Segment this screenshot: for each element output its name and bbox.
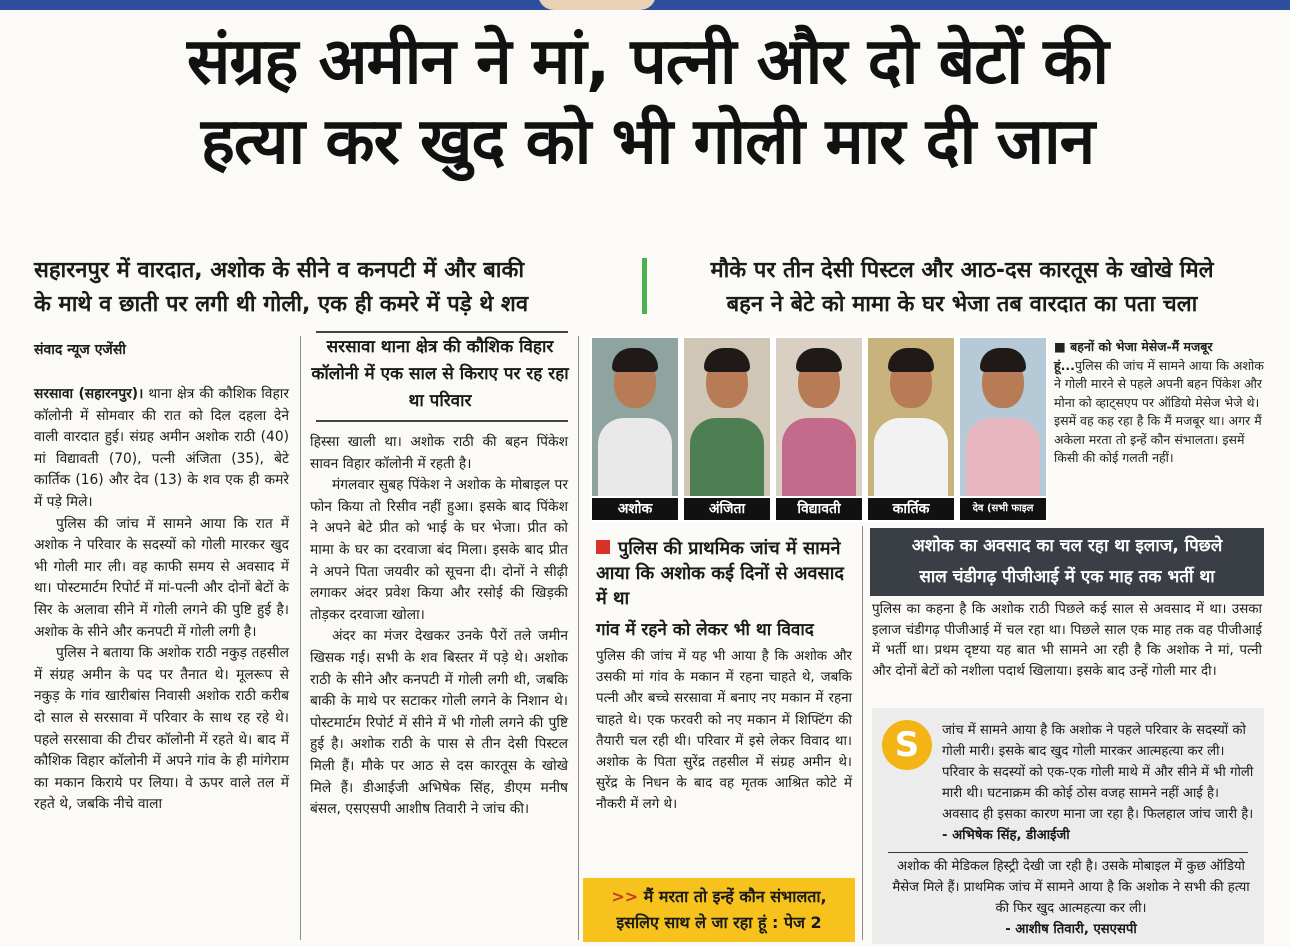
- dark-heading-line-2: साल चंडीगढ़ पीजीआई में एक माह तक भर्ती था: [919, 567, 1215, 587]
- photo-body: [598, 418, 672, 496]
- paragraph: [34, 384, 289, 514]
- photo-caption: कार्तिक: [868, 498, 954, 520]
- dig-quote-body: जांच में सामने आया है कि अशोक ने पहले परिवार के सदस्यों को गोली मारी। इसके बाद खुद गोली मारकर आत्महत्या कर ली। परिवार के सदस्यों को एक-एक गोली माथे में और सीने में भी गोली मारी थी। घटनाक्रम की कोई ठोस वजह सामने नहीं आई है। अवसाद ही इसका कारण माना जा रहा है। फिलहाल जांच जारी है।: [942, 723, 1254, 822]
- article-column-4: [872, 600, 1262, 682]
- victim-photos: [590, 336, 1048, 522]
- photo-caption: अंजिता: [684, 498, 770, 520]
- deck-divider: [642, 258, 647, 314]
- paragraph: पुलिस की जांच में यह भी आया है कि अशोक और उसकी मां गांव के मकान में रहना चाहते थे, जबकि पत्नी और बच्चे सरसावा में बनाए नए मकान में रहना चाहते थे। एक फरवरी को नए मकान में शिफ्टिंग की तैयारी चल रही थी। परिवार में इसे लेकर विवाद था। अशोक के पिता सुरेंद्र तहसील में संग्रह अमीन थे। सुरेंद्र के निधन के बाद वह मृतक आश्रित कोटे में नौकरी में लगे थे।: [596, 649, 852, 813]
- hair: [980, 348, 1026, 372]
- column-rule: [862, 526, 863, 940]
- sidebar-message-box: [1054, 338, 1264, 468]
- page-ref-text-1: मैं मरता तो इन्हें कौन संभालता,: [643, 887, 827, 906]
- red-square-icon: [596, 540, 610, 554]
- hair: [704, 348, 750, 372]
- photo-kartik: [868, 338, 954, 496]
- hair: [796, 348, 842, 372]
- official-quotes-box: [872, 708, 1264, 944]
- top-color-band: [0, 0, 1290, 10]
- photo-caption: अशोक: [592, 498, 678, 520]
- hair: [888, 348, 934, 372]
- photo-body: [874, 418, 948, 496]
- byline: संवाद न्यूज एजेंसी: [34, 342, 126, 358]
- paragraph-text: थाना क्षेत्र की कौशिक विहार कॉलोनी में सोमवार की रात को दिल दहला देने वाली वारदात हुई। संग्रह अमीन अशोक राठी (40) मां विद्यावती (70), पत्नी अंजिता (35), बेटे कार्तिक (16) और देव (13) के शव एक ही कमरे में पड़े मिले।: [34, 386, 289, 510]
- sidebar-text: पुलिस की जांच में सामने आया कि अशोक ने गोली मारने से पहले अपनी बहन पिंकेश और मोना को व्हाट्सएप पर ऑडियो मेसेज भेजे थे। इसमें वह कह रहा है कि मैं मजबूर था। अगर मैं अकेला मरता तो इन्हें कौन संभालता। इसमें किसी की कोई गलती नहीं।: [1054, 357, 1264, 465]
- dateline: सरसावा (सहारनपुर)।: [34, 386, 144, 402]
- article-column-1: [34, 384, 289, 816]
- ssp-quote-text: अशोक की मेडिकल हिस्ट्री देखी जा रही है। उसके मोबाइल में कुछ ऑडियो मैसेज मिले हैं। प्राथमिक जांच में सामने आया है कि अशोक ने सभी की हत्या की फिर खुद आत्महत्या कर ली।: [892, 859, 1250, 916]
- box-heading: [596, 536, 846, 611]
- arrow-icon: >>: [611, 887, 639, 906]
- paragraph: अंदर का मंजर देखकर उनके पैरों तले जमीन खिसक गई। सभी के शव बिस्तर में पड़े थे। अशोक राठी के सीने और कनपटी में गोली लगी थी, जबकि बाकी के माथे पर सटाकर गोली लगने के निशान थे। पोस्टमार्टम रिपोर्ट में सीने में भी गोली लगने की पुष्टि हुई है। अशोक राठी के पास से तीन देसी पिस्टल मिली हैं। मौके पर आठ से दस कारतूस के खोखे मिले हैं। डीआईजी अभिषेक सिंह, डीएम मनीष बंसल, एसएसपी आशीष तिवारी ने जांच की।: [310, 628, 568, 818]
- photo-caption: देव (सभी फाइल: [960, 498, 1046, 520]
- photo-dev: [960, 338, 1046, 496]
- photo-vidyavati: [776, 338, 862, 496]
- deck-left-line-2: के माथे व छाती पर लगी थी गोली, एक ही कमरे में पड़े थे शव: [34, 292, 529, 317]
- deck-right-line-2: बहन ने बेटे को मामा के घर भेजा तब वारदात का पता चला: [726, 292, 1198, 317]
- page-ref-line-2: इसलिए साथ ले जा रहा हूं : पेज 2: [616, 913, 822, 932]
- dark-heading: [870, 528, 1264, 596]
- paragraph: पुलिस ने बताया कि अशोक राठी नकुड़ तहसील में संग्रह अमीन के पद पर तैनात थे। मूलरूप से नकुड़ के गांव खारीबांस निवासी अशोक राठी करीब दो साल से सरसावा में परिवार के साथ रह रहे थे। पहले सरसावा की टीचर कॉलोनी में रहते थे। बाद में कौशिक विहार कॉलोनी में अपने गांव के ही मांगेराम का मकान किराये पर लिया। वे ऊपर वाले तल में रहते थे, जबकि नीचे वाला: [34, 645, 289, 813]
- top-photo-strip: [538, 0, 656, 10]
- photo-body: [782, 418, 856, 496]
- photo-body: [690, 418, 764, 496]
- ssp-quote: [886, 856, 1256, 940]
- quote-logo-icon: S: [882, 720, 932, 770]
- dig-quote-text: [886, 720, 1256, 846]
- page-ref-line-1: [583, 884, 855, 910]
- photo-body: [966, 418, 1040, 496]
- dark-heading-line-1: अशोक का अवसाद का चल रहा था इलाज, पिछले: [911, 536, 1223, 556]
- rule: [316, 420, 568, 422]
- paragraph: मंगलवार सुबह पिंकेश ने अशोक के मोबाइल पर फोन किया तो रिसीव नहीं हुआ। इसके बाद पिंकेश ने अपने बेटे प्रीत को भाई के घर भेजा। प्रीत को मामा के घर का दरवाजा बंद मिला। इसके बाद प्रीत ने अपने पिता जयवीर को सूचना दी। दोनों ने सीढ़ी लगाकर अंदर प्रवेश किया और रसोई की खिड़की तोड़कर दरवाजा खोला।: [310, 477, 568, 623]
- column-rule: [578, 336, 579, 940]
- article-column-3: [596, 646, 852, 816]
- headline-line-1: संग्रह अमीन ने मां, पत्नी और दो बेटों की: [187, 25, 1108, 99]
- dig-signature: - अभिषेक सिंह, डीआईजी: [942, 828, 1070, 843]
- photo-ashok: [592, 338, 678, 496]
- paragraph: हिस्सा खाली था। अशोक राठी की बहन पिंकेश सावन विहार कॉलोनी में रहती है।: [310, 434, 568, 472]
- photo-anjita: [684, 338, 770, 496]
- column-rule: [300, 336, 301, 940]
- pull-quote: सरसावा थाना क्षेत्र की कौशिक विहार कॉलोनी में एक साल से किराए पर रह रहा था परिवार: [311, 337, 569, 411]
- subheading: गांव में रहने को लेकर भी था विवाद: [596, 620, 814, 640]
- deck-left: [34, 254, 636, 322]
- ssp-signature: - आशीष तिवारी, एसएसपी: [1005, 922, 1137, 937]
- photo-caption: विद्यावती: [776, 498, 862, 520]
- rule: [316, 331, 568, 333]
- rule: [888, 852, 1248, 853]
- paragraph: पुलिस का कहना है कि अशोक राठी पिछले कई साल से अवसाद में था। उसका इलाज चंडीगढ़ पीजीआई में चल रहा था। पिछले साल एक माह तक वह पीजीआई में भर्ती था। प्रथम दृष्टया यह बात भी सामने आ रही है कि अशोक ने मां, पत्नी और दोनों बेटों को नशीला पदार्थ खिलाया। इसके बाद उन्हें गोली मार दी।: [872, 602, 1262, 679]
- box-heading-text: पुलिस की प्राथमिक जांच में सामने आया कि अशोक कई दिनों से अवसाद में था: [596, 538, 844, 609]
- paragraph: पुलिस की जांच में सामने आया कि रात में अशोक ने परिवार के सदस्यों को गोली मारकर खुद भी गोली मार ली। वह काफी समय से अवसाद में था। पोस्टमार्टम रिपोर्ट में मां-पत्नी और दोनों बेटों के सिर के अलावा सीने में गोली लगने की पुष्टि हुई है। अशोक के सीने और कनपटी में गोली लगी है।: [34, 515, 289, 640]
- headline: [20, 22, 1275, 182]
- dig-quote: [886, 720, 1256, 846]
- hair: [612, 348, 658, 372]
- deck-right: [660, 254, 1264, 322]
- headline-line-2: हत्या कर खुद को भी गोली मार दी जान: [200, 105, 1095, 179]
- sidebar-title: बहनों को भेजा मेसेज-मैं मजबूर हूं...: [1054, 339, 1213, 373]
- deck-right-line-1: मौके पर तीन देसी पिस्टल और आठ-दस कारतूस के खोखे मिले: [710, 258, 1214, 283]
- article-column-2: [310, 432, 568, 821]
- deck-left-line-1: सहारनपुर में वारदात, अशोक के सीने व कनपटी में और बाकी: [34, 258, 525, 283]
- page-reference-box: [583, 878, 855, 942]
- sidebar-title-marker: ■: [1054, 339, 1071, 354]
